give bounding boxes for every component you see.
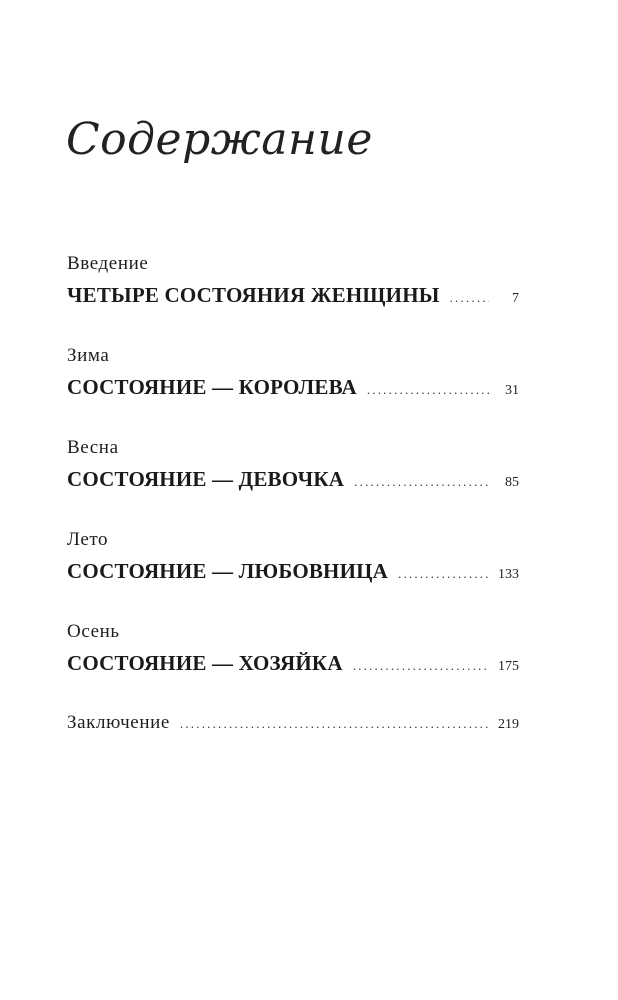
chapter-title: СОСТОЯНИЕ — ЛЮБОВНИЦА [67, 559, 389, 583]
toc-entry-summer[interactable] [67, 529, 519, 585]
dot-leader [398, 566, 489, 582]
page-number: 219 [498, 717, 519, 732]
section-label: Весна [67, 437, 119, 458]
page-number: 133 [498, 567, 519, 582]
section-label: Введение [67, 253, 149, 274]
chapter-title: СОСТОЯНИЕ — ХОЗЯЙКА [67, 651, 343, 675]
dot-leader [450, 290, 489, 306]
section-label: Осень [67, 621, 120, 642]
toc-entry-spring[interactable] [67, 437, 519, 493]
chapter-title: СОСТОЯНИЕ — КОРОЛЕВА [67, 375, 357, 399]
section-label: Зима [67, 345, 110, 366]
page-title: Содержание [66, 114, 373, 165]
dot-leader [353, 658, 489, 674]
section-label: Лето [67, 529, 109, 550]
toc-entry-conclusion[interactable] [67, 711, 519, 735]
page-number: 7 [512, 291, 519, 306]
toc-entry-winter[interactable] [67, 345, 519, 401]
dot-leader [180, 716, 489, 732]
dot-leader [354, 474, 489, 490]
table-of-contents [67, 253, 519, 735]
toc-entry-autumn[interactable] [67, 621, 519, 677]
dot-leader [367, 382, 489, 398]
page-number: 85 [505, 475, 519, 490]
section-label: Заключение [67, 712, 170, 733]
toc-entry-introduction[interactable] [67, 253, 519, 309]
chapter-title: ЧЕТЫРЕ СОСТОЯНИЯ ЖЕНЩИНЫ [67, 283, 440, 307]
chapter-title: СОСТОЯНИЕ — ДЕВОЧКА [67, 467, 345, 491]
page-number: 175 [498, 659, 519, 674]
page-number: 31 [505, 383, 519, 398]
